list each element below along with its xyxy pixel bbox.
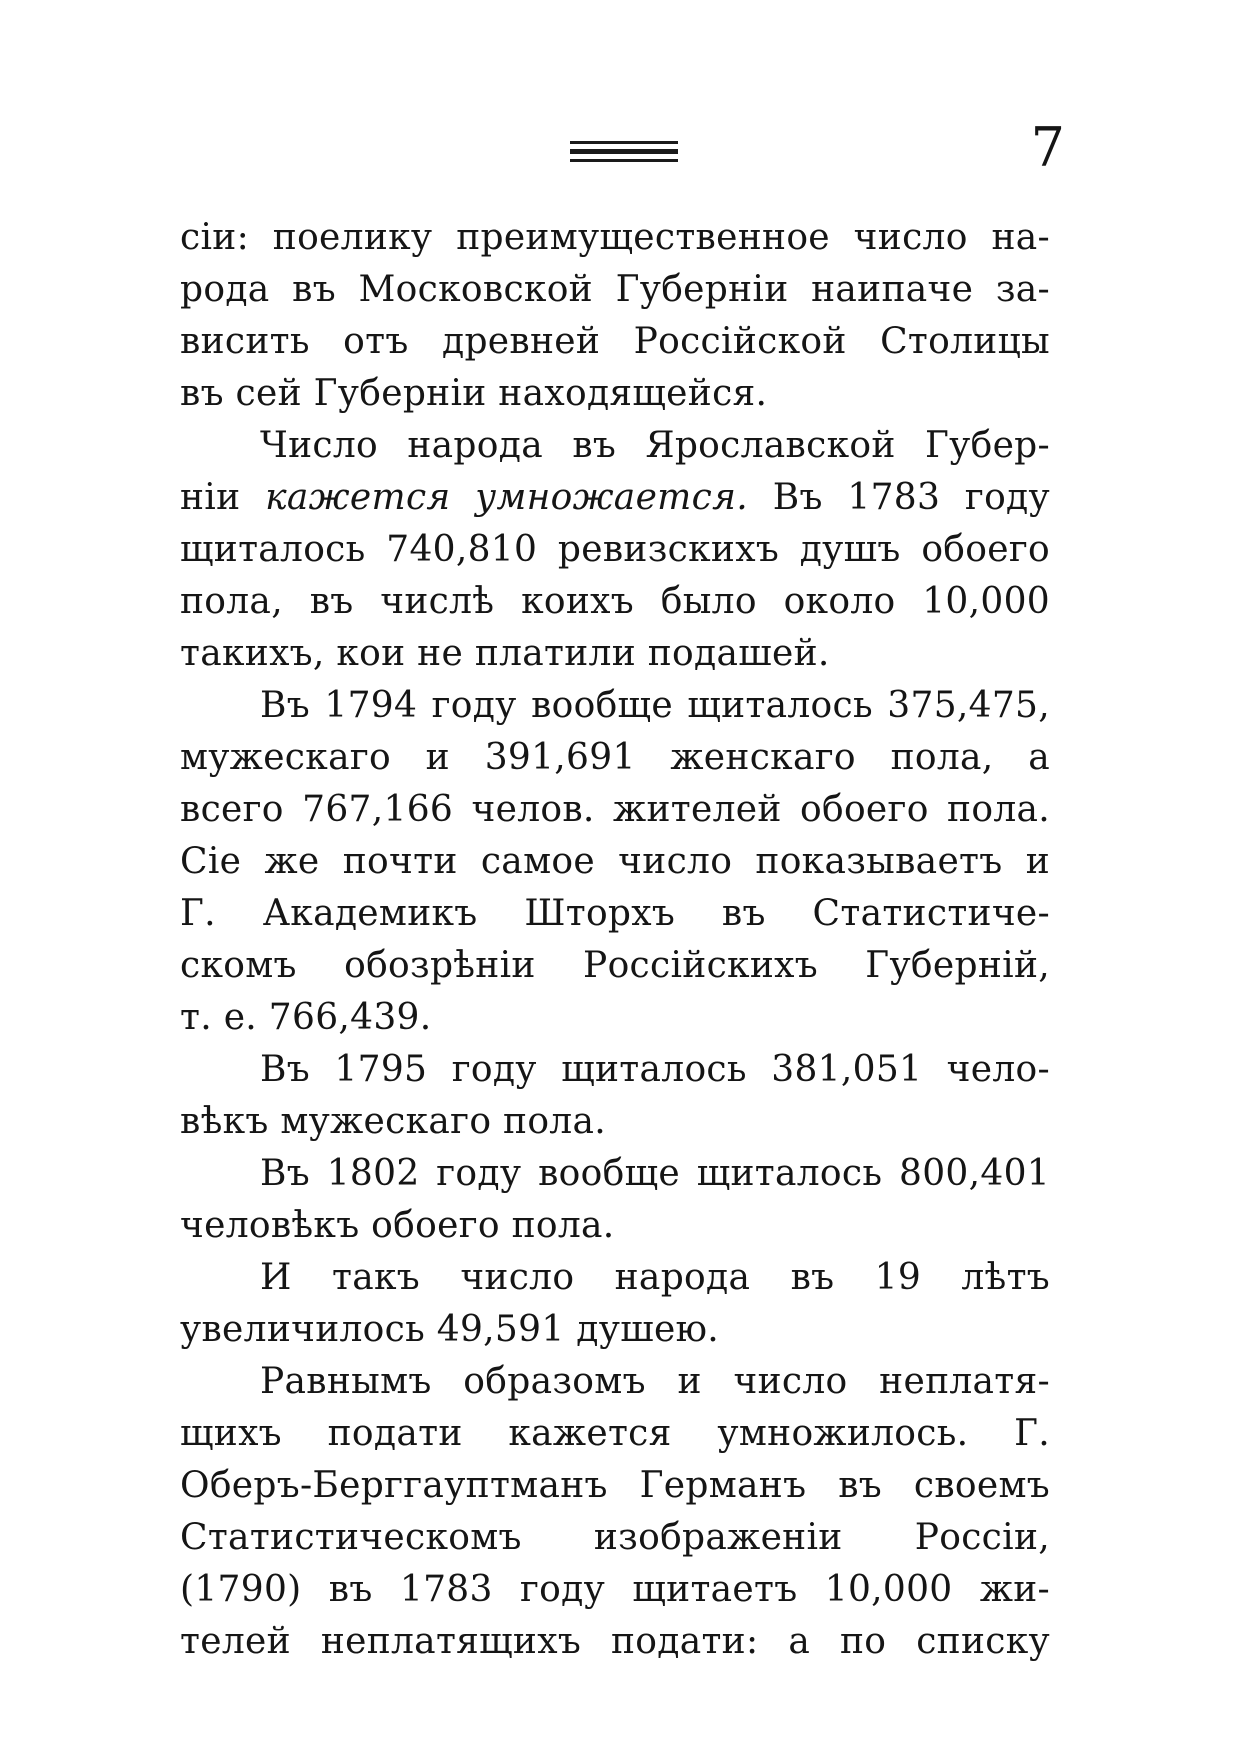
- paragraph: [180, 420, 1050, 680]
- text-line: Въ 1795 году щиталось 381,051 чело-: [260, 1049, 1050, 1090]
- text-line: Въ 1794 году вообще щиталось 375,475,: [260, 685, 1050, 726]
- header-rule-line: [570, 149, 678, 154]
- text-line: въ сей Губерніи находящейся.: [180, 373, 768, 414]
- text-span: Въ 1783 году: [747, 477, 1050, 518]
- text-line: (1790) въ 1783 году щитаетъ 10,000 жи-: [180, 1569, 1050, 1610]
- paragraph: [180, 1356, 1050, 1668]
- text-line: И такъ число народа въ 19 лѣтъ: [260, 1257, 1050, 1298]
- text-line: скомъ обозрѣніи Россійскихъ Губерній,: [180, 945, 1050, 986]
- text-line: висить отъ древней Россійской Столицы: [180, 321, 1050, 362]
- paragraph: [180, 212, 1050, 420]
- text-line: такихъ, кои не платили подашей.: [180, 633, 830, 674]
- text-span: ніи: [180, 477, 266, 518]
- text-line: Оберъ-Берггауптманъ Германъ въ своемъ: [180, 1465, 1050, 1506]
- text-line: Сіе же почти самое число показываетъ и: [180, 841, 1050, 882]
- page-number: 7: [1030, 116, 1065, 179]
- text-line: мужескаго и 391,691 женскаго пола, а: [180, 737, 1050, 778]
- text-line: человѣкъ обоего пола.: [180, 1205, 615, 1246]
- paragraph: [180, 1148, 1050, 1252]
- text-line: щихъ подати кажется умножилось. Г.: [180, 1413, 1050, 1454]
- paragraph: [180, 1044, 1050, 1148]
- text-line: Г. Академикъ Шторхъ въ Статистиче-: [180, 893, 1050, 934]
- paragraph: [180, 680, 1050, 1044]
- text-line: Число народа въ Ярославской Губер-: [260, 425, 1050, 466]
- text-line: пола, въ числѣ коихъ было около 10,000: [180, 581, 1050, 622]
- text-line: сіи: поелику преимущественное число на-: [180, 217, 1050, 258]
- text-line: Статистическомъ изображеніи Россіи,: [180, 1517, 1050, 1558]
- header-rule-line: [570, 141, 678, 144]
- text-line: рода въ Московской Губерніи наипаче за-: [180, 269, 1050, 310]
- text-line: Въ 1802 году вообще щиталось 800,401: [260, 1153, 1050, 1194]
- text-line: телей неплатящихъ подати: а по списку: [180, 1621, 1050, 1662]
- text-line: т. е. 766,439.: [180, 997, 432, 1038]
- text-line: вѣкъ мужескаго пола.: [180, 1101, 606, 1142]
- paragraph: [180, 1252, 1050, 1356]
- text-line: щиталось 740,810 ревизскихъ душъ обоего: [180, 529, 1050, 570]
- body-text: [180, 212, 1050, 1668]
- italic-emphasis: кажется умножается.: [265, 477, 748, 518]
- text-line: [180, 472, 1050, 524]
- text-line: увеличилось 49,591 душею.: [180, 1309, 719, 1350]
- text-line: всего 767,166 челов. жителей обоего пола.: [180, 789, 1050, 830]
- text-line: Равнымъ образомъ и число неплатя-: [260, 1361, 1050, 1402]
- header-rule-line: [570, 159, 678, 162]
